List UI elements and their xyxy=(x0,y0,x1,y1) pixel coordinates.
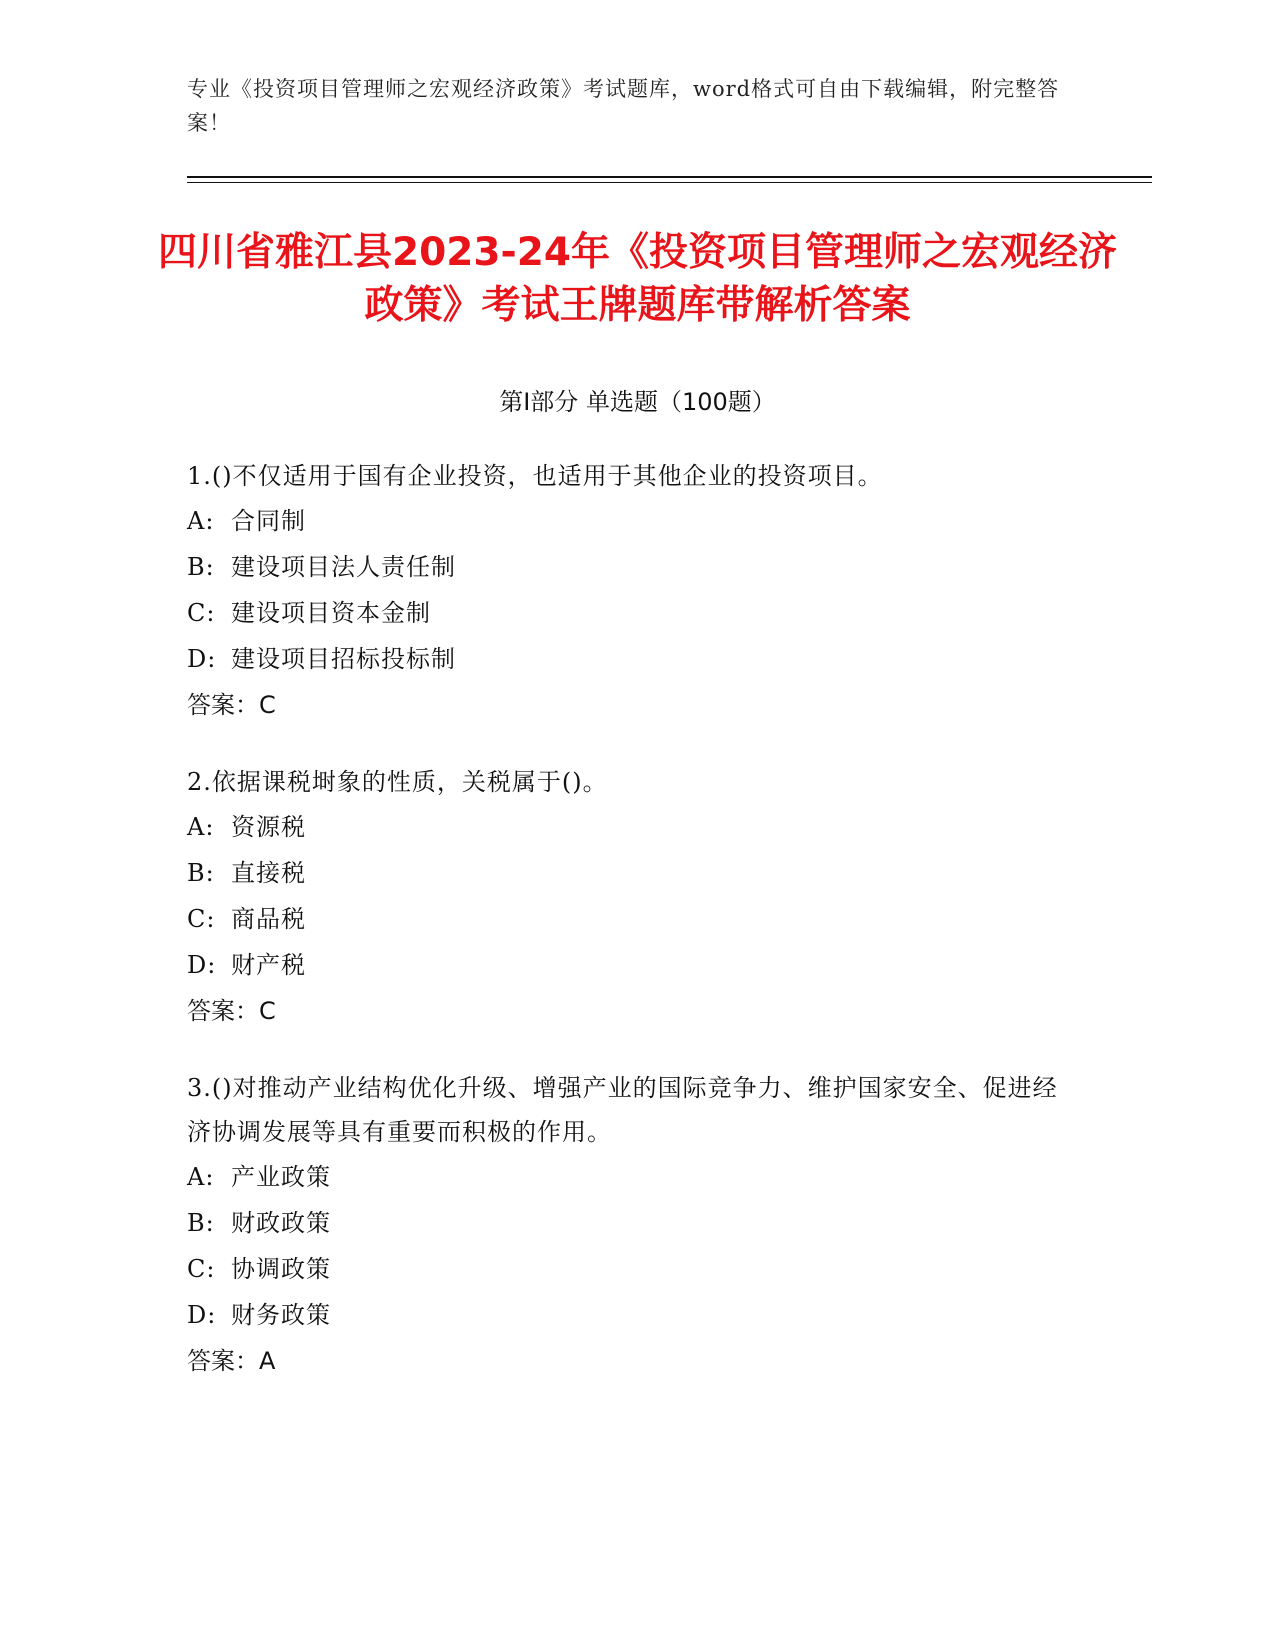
option-text: 产业政策 xyxy=(231,1163,331,1191)
option-b xyxy=(187,544,1067,590)
option-letter: A: xyxy=(187,813,215,841)
option-a xyxy=(187,804,1067,850)
answer: 答案：C xyxy=(187,691,276,719)
option-d xyxy=(187,1292,1067,1338)
option-letter: B: xyxy=(187,1209,215,1237)
header-divider-thin xyxy=(187,182,1152,183)
answer: 答案：A xyxy=(187,1347,276,1375)
option-letter: C: xyxy=(187,599,216,627)
option-a xyxy=(187,498,1067,544)
option-letter: C: xyxy=(187,905,216,933)
question-2 xyxy=(187,760,1067,1034)
question-1 xyxy=(187,454,1067,728)
question-3 xyxy=(187,1066,1067,1384)
option-d xyxy=(187,942,1067,988)
option-letter: D: xyxy=(187,645,217,673)
section-title: 第I部分 单选题（100题） xyxy=(499,388,776,416)
option-text: 建设项目资本金制 xyxy=(231,599,431,627)
header-note: 专业《投资项目管理师之宏观经济政策》考试题库，word格式可自由下载编辑，附完整答案！ xyxy=(187,77,1060,135)
option-d xyxy=(187,636,1067,682)
option-c xyxy=(187,896,1067,942)
document-title: 四川省雅江县2023-24年《投资项目管理师之宏观经济政策》考试王牌题库带解析答案 xyxy=(157,230,1117,328)
option-text: 商品税 xyxy=(231,905,306,933)
option-letter: C: xyxy=(187,1255,216,1283)
option-letter: B: xyxy=(187,553,215,581)
option-text: 财产税 xyxy=(231,951,306,979)
answer: 答案：C xyxy=(187,997,276,1025)
option-letter: D: xyxy=(187,1301,217,1329)
question-stem: 2.依据课税埘象的性质，关税属于()。 xyxy=(187,768,608,796)
header-divider-thick xyxy=(187,176,1152,178)
option-text: 资源税 xyxy=(231,813,306,841)
option-text: 建设项目法人责任制 xyxy=(231,553,456,581)
option-text: 财政政策 xyxy=(231,1209,331,1237)
option-c xyxy=(187,590,1067,636)
question-stem: 1.()不仅适用于国有企业投资，也适用于其他企业的投资项目。 xyxy=(187,462,883,490)
option-letter: A: xyxy=(187,507,215,535)
option-a xyxy=(187,1154,1067,1200)
option-b xyxy=(187,1200,1067,1246)
option-text: 合同制 xyxy=(231,507,306,535)
option-text: 直接税 xyxy=(231,859,306,887)
option-letter: B: xyxy=(187,859,215,887)
option-text: 财务政策 xyxy=(231,1301,331,1329)
option-letter: D: xyxy=(187,951,217,979)
option-text: 协调政策 xyxy=(231,1255,331,1283)
option-c xyxy=(187,1246,1067,1292)
option-b xyxy=(187,850,1067,896)
option-letter: A: xyxy=(187,1163,215,1191)
option-text: 建设项目招标投标制 xyxy=(231,645,456,673)
question-stem: 3.()对推动产业结构优化升级、增强产业的国际竞争力、维护国家安全、促进经济协调发展等具有重要而积极的作用。 xyxy=(187,1074,1058,1146)
